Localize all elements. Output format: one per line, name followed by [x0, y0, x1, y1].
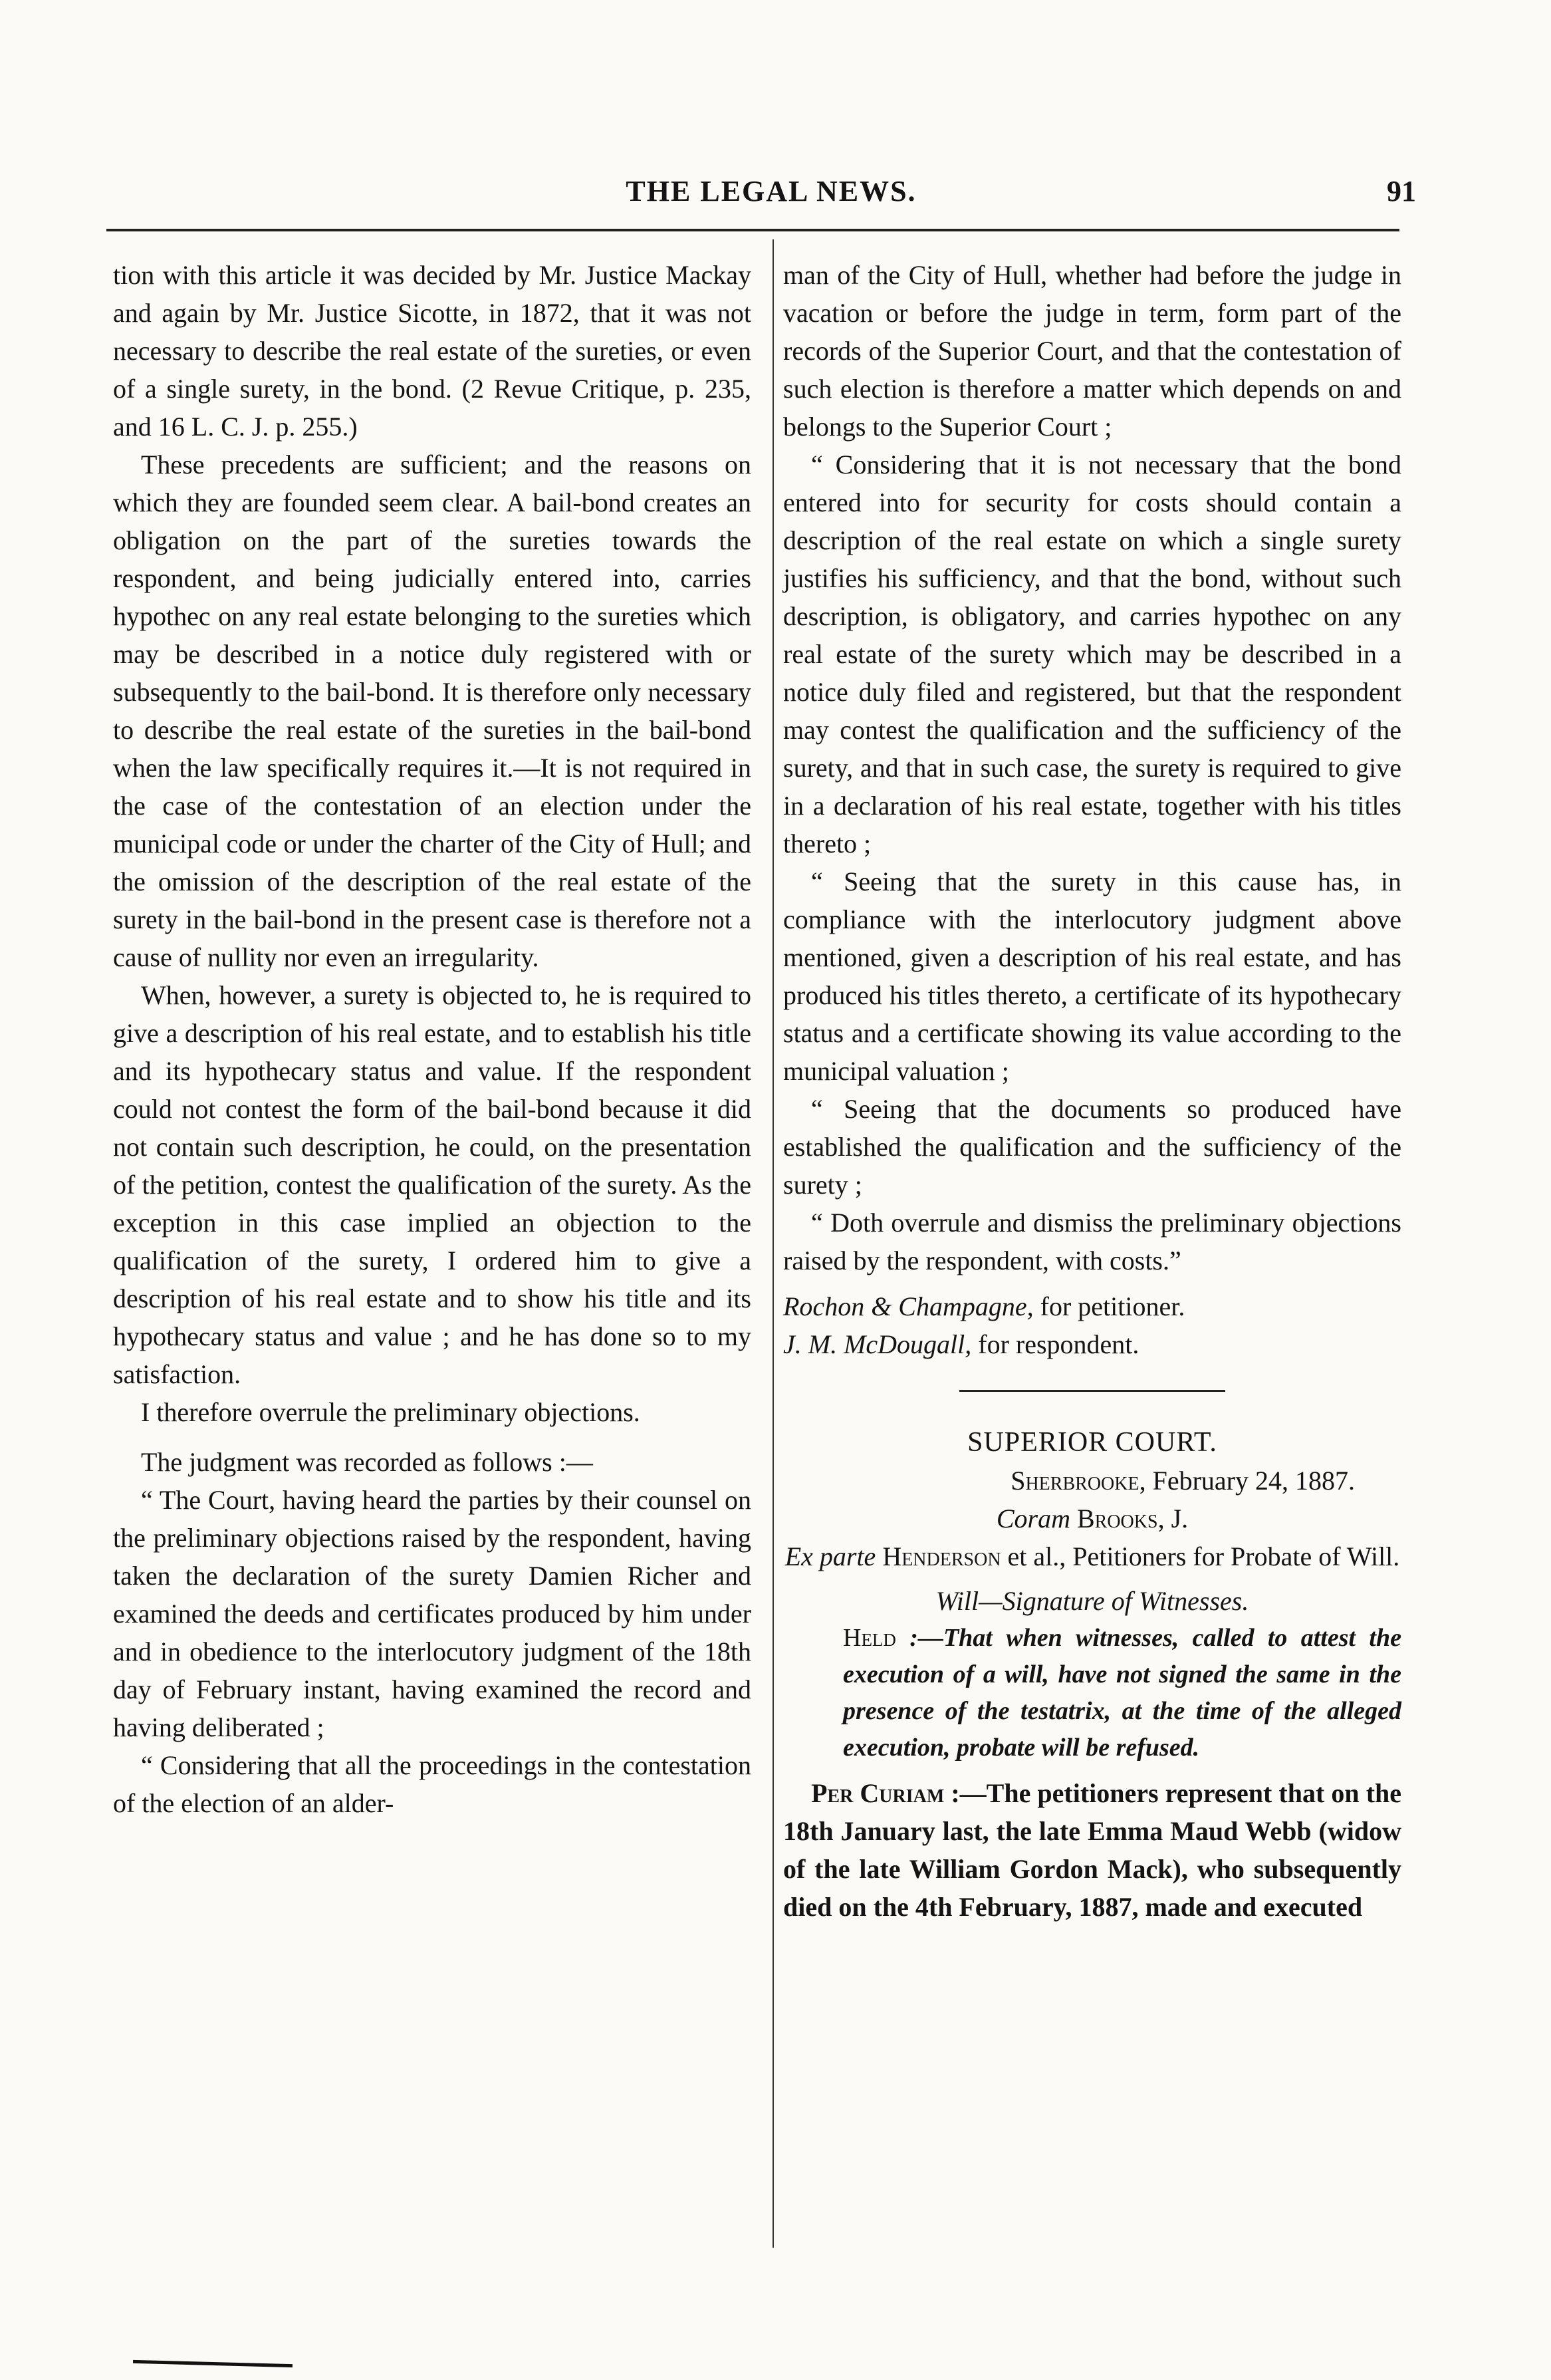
paragraph: man of the City of Hull, whether had before the judge in vacation or before the judge in term, form part of the records of the Superior Court, and that the contestation of such election is therefore a matter which depends on and belongs to the Superior Court ; [783, 260, 1401, 442]
case-subject: Will—Signature of Witnesses. [935, 1586, 1249, 1616]
coram-line [783, 1500, 1401, 1537]
coram-label: Coram [996, 1504, 1070, 1533]
counsel-line [783, 1287, 1401, 1325]
left-column [113, 256, 751, 1822]
counsel-name: J. M. McDougall, [783, 1329, 972, 1359]
court-place: Sherbrooke, [1011, 1466, 1146, 1496]
ex-parte-label: Ex parte [784, 1541, 876, 1571]
column-divider [773, 239, 774, 2248]
running-header [126, 174, 1416, 214]
per-curiam-text: :—The petitioners represent that on the 18th January last, the late Emma Maud Webb (widow of the late William Gordon Mack), who subsequently died on the 4th February, 1887, made and executed [783, 1778, 1402, 1922]
counsel-line [783, 1325, 1401, 1363]
paragraph: “ Seeing that the surety in this cause has, in compliance with the interlocutory judgment above mentioned, given a description of his real estate, and has produced his titles thereto, a certificate of its hypothecary status and a certificate showing its value according to the municipal valuation ; [783, 866, 1401, 1086]
parties-rest: et al., Petitioners for Probate of Will. [1001, 1541, 1400, 1571]
paragraph: “ Considering that it is not necessary that the bond entered into for security for costs should contain a description of the real estate on which a single surety justifies his sufficiency, and that the bond, without such description, is obligatory, and carries hypothec on any real estate of the surety which may be described in a notice duly filed and registered, but that the respondent may contest the qualification and the sufficiency of the surety, and that in such case, the surety is required to give in a declaration of his real estate, together with his titles thereto ; [783, 450, 1401, 859]
page-number: 91 [1387, 175, 1416, 207]
paragraph: “ The Court, having heard the parties by their counsel on the preliminary objections raised by the respondent, having taken the declaration of the surety Damien Richer and examined the deeds and certificates produced by him under and in obedience to the interlocutory judgment of the 18th day of February instant, having examined the record and having deliberated ; [113, 1485, 751, 1742]
judge-name: Brooks, J. [1070, 1504, 1189, 1533]
paragraph: tion with this article it was decided by Mr. Justice Mackay and again by Mr. Justice Sicotte, in 1872, that it was not necessary to describe the real estate of the sureties, or even of a single surety, in the bond. (2 Revue Critique, p. 235, and 16 L. C. J. p. 255.) [113, 260, 751, 442]
right-column [783, 256, 1401, 1926]
paragraph: “ Considering that all the proceedings in the contestation of the election of an alder- [113, 1750, 751, 1818]
journal-title: THE LEGAL NEWS. [626, 175, 917, 207]
paragraph: “ Doth overrule and dismiss the preliminary objections raised by the respondent, with costs.” [783, 1208, 1401, 1275]
counsel-role: for petitioner. [1033, 1291, 1185, 1321]
counsel-role: for respondent. [971, 1329, 1139, 1359]
paragraph: “ Seeing that the documents so produced have established the qualification and the sufficiency of the surety ; [783, 1094, 1401, 1200]
party-name: Henderson [876, 1541, 1001, 1571]
section-separator [959, 1390, 1225, 1392]
paragraph: When, however, a surety is objected to, he is required to give a description of his real estate, and to establish his title and its hypothecary status and value. If the respondent could not contest the form of the bail-bond because it did not contain such description, he could, on the presentation of the petition, contest the qualification of the surety. As the exception in this case implied an objection to the qualification of the surety, I ordered him to give a description of his real estate and to show his title and its hypothecary status and value ; and he has done so to my satisfaction. [113, 980, 751, 1389]
header-rule [106, 229, 1399, 231]
paragraph: These precedents are sufficient; and the reasons on which they are founded seem clear. A bail-bond creates an obligation on the part of the sureties towards the respondent, and being judicially entered into, carries hypothec on any real estate belonging to the sureties which may be described in a notice duly registered with or subsequently to the bail-bond. It is therefore only necessary to describe the real estate of the sureties in the bail-bond when the law specifically requires it.—It is not required in the case of the contestation of an election under the municipal code or under the charter of the City of Hull; and the omission of the description of the real estate of the surety in the bail-bond in the present case is therefore not a cause of nullity nor even an irregularity. [113, 450, 751, 972]
held-label: Held [843, 1624, 896, 1652]
case-parties [783, 1537, 1401, 1575]
paragraph: The judgment was recorded as follows :— [141, 1447, 593, 1477]
court-date: February 24, 1887. [1145, 1466, 1355, 1496]
counsel-name: Rochon & Champagne, [783, 1291, 1034, 1321]
court-place-date [783, 1462, 1401, 1500]
court-heading: SUPERIOR COURT. [967, 1427, 1217, 1458]
per-curiam-paragraph [783, 1774, 1401, 1926]
bottom-mark [133, 2360, 293, 2367]
held-text: :—That when witnesses, called to attest the execution of a will, have not signed the same in the presence of the testatrix, at the time of the alleged execution, probate will be refused. [843, 1624, 1401, 1762]
paragraph: I therefore overrule the preliminary objections. [141, 1397, 640, 1427]
per-curiam-label: Per Curiam [811, 1778, 945, 1808]
held-paragraph [783, 1620, 1401, 1766]
